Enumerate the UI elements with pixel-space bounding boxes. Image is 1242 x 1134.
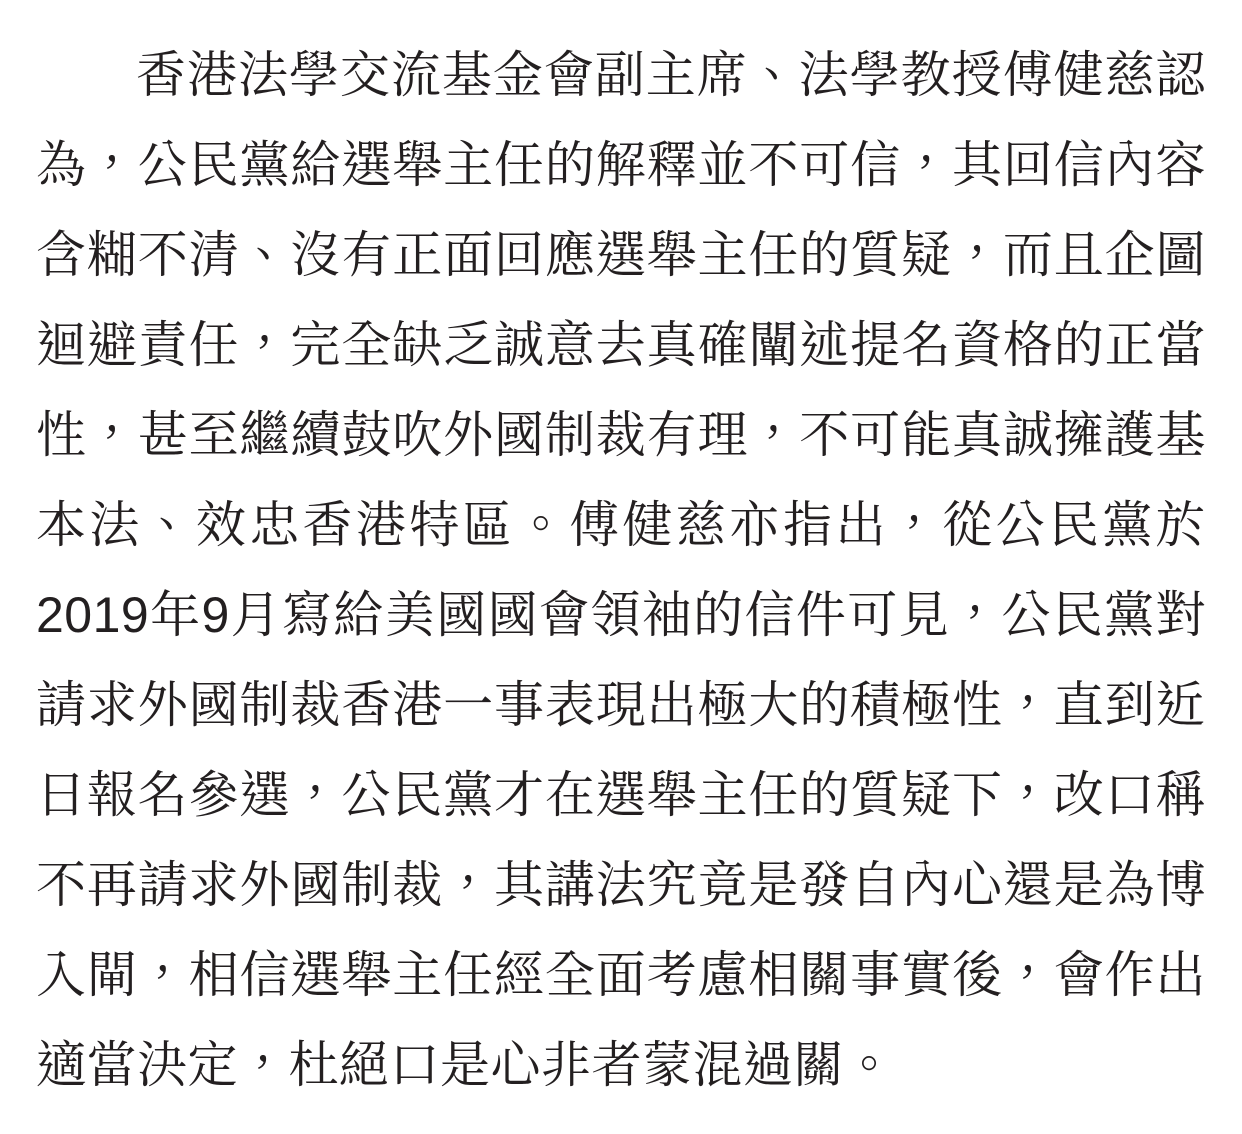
article-paragraph: 香港法學交流基金會副主席、法學教授傅健慈認為，公民黨給選舉主任的解釋並不可信，其回信內容含糊不清、沒有正面回應選舉主任的質疑，而且企圖迴避責任，完全缺乏誠意去真確闡述提名資格的正當性，甚至繼續鼓吹外國制裁有理，不可能真誠擁護基本法、效忠香港特區。傅健慈亦指出，從公民黨於2019年9月寫給美國國會領袖的信件可見，公民黨對請求外國制裁香港一事表現出極大的積極性，直到近日報名參選，公民黨才在選舉主任的質疑下，改口稱不再請求外國制裁，其講法究竟是發自內心還是為博入閘，相信選舉主任經全面考慮相關事實後，會作出適當決定，杜絕口是心非者蒙混過關。 (36, 47, 1206, 1093)
article-body (36, 30, 1206, 1110)
